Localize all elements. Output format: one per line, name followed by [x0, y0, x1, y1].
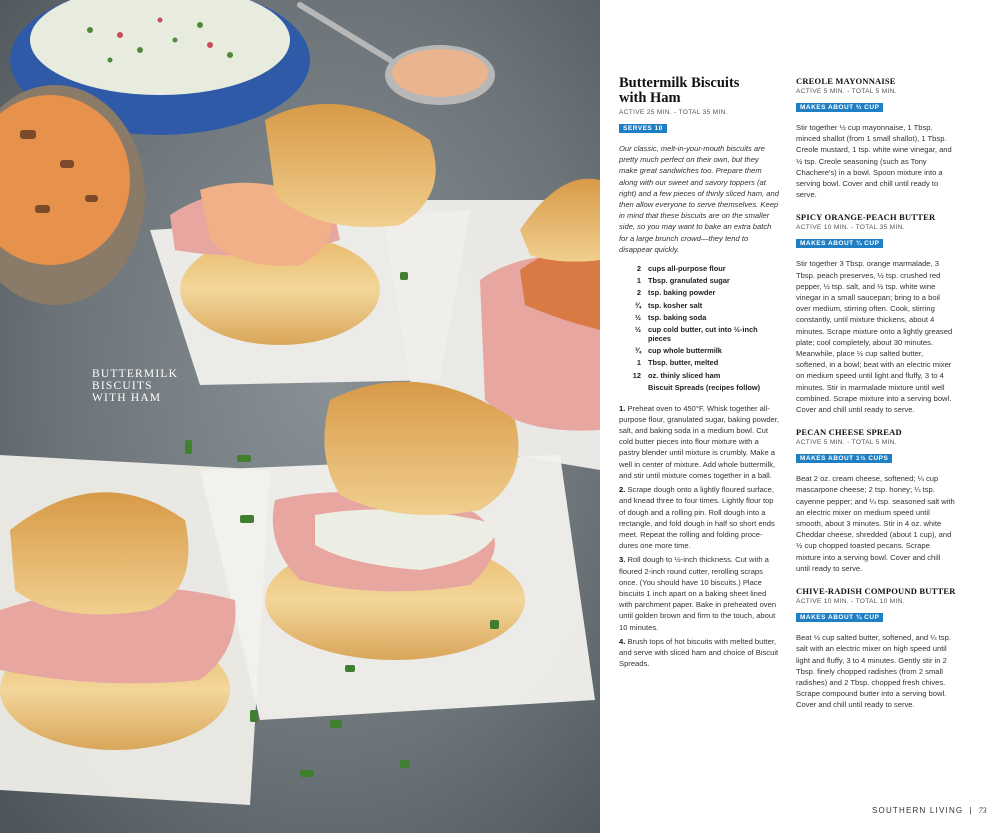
ingredient-text: oz. thinly sliced ham [648, 370, 721, 380]
ingredient-text: cups all-purpose flour [648, 264, 726, 274]
spread-recipe [796, 76, 956, 200]
photo-caption-line: WITH HAM [92, 392, 162, 404]
spread-time: ACTIVE 10 MIN. - TOTAL 35 MIN. [796, 224, 905, 232]
step-number: 1. [619, 403, 626, 413]
ingredient-item [619, 359, 779, 368]
spread-title: CREOLE MAYONNAISE [796, 76, 896, 86]
magazine-name: SOUTHERN LIVING [872, 806, 964, 815]
makes-badge: MAKES ABOUT ⅔ CUP [796, 103, 883, 112]
step-number: 2. [619, 485, 626, 495]
ingredient-qty: 2 [636, 288, 641, 298]
makes-badge: MAKES ABOUT 1½ CUPS [796, 454, 892, 463]
page-number: 73 [978, 806, 987, 815]
step-number: 4. [619, 636, 626, 646]
instruction-step [619, 484, 779, 551]
page-footer [872, 806, 987, 815]
recipe-title [619, 76, 779, 106]
spread-instructions: Stir together ½ cup mayonnaise, 1 Tbsp. minced shallot (from 1 small shallot), 1 Tbsp. Creole mustard, 1 tsp. white wine vinegar, and ½ tsp. Creole seasoning (such as Tony Chachere's) in a bowl. Spoon mixture into a serving bowl. Cover and chill until ready to serve. [796, 123, 952, 200]
spread-recipe [796, 586, 956, 710]
ingredient-item [619, 384, 779, 393]
photo-caption [92, 368, 202, 404]
makes-badge: MAKES ABOUT ¾ CUP [796, 613, 883, 622]
spread-instructions: Beat 2 oz. cream cheese, softened; ¼ cup mascarpone cheese; 2 tsp. honey; ¼ tsp. cayenne pepper; and ¼ tsp. seasoned salt with an electric mixer on medium speed until smooth, about 3 minutes. Stir in 4 oz. white Cheddar cheese, shredded (about 1 cup), and ½ cup chopped toasted pecans. Scrape mixture into a serving bowl. Cover and chill until ready to serve. [796, 474, 955, 573]
ingredient-list [619, 265, 779, 393]
ingredient-qty: ½ [634, 325, 641, 335]
step-text: Brush tops of hot biscuits with melted butter, and serve with sliced ham and choice of Biscuit Spreads. [619, 636, 779, 669]
spread-time: ACTIVE 5 MIN. - TOTAL 5 MIN. [796, 88, 897, 95]
spread-title: PECAN CHEESE SPREAD [796, 427, 902, 438]
creole-mayonnaise [392, 49, 488, 97]
ingredient-text: tsp. baking soda [648, 312, 707, 322]
spread-title: SPICY ORANGE-PEACH BUTTER [796, 212, 936, 223]
ingredient-item [619, 314, 779, 323]
ingredient-text: Tbsp. butter, melted [648, 358, 719, 368]
spread-recipe [796, 212, 956, 415]
spread-recipe [796, 427, 956, 574]
footer-separator: | [969, 806, 973, 815]
ingredient-item [619, 277, 779, 286]
spread-time: ACTIVE 10 MIN. - TOTAL 10 MIN. [796, 598, 905, 606]
ingredient-item [619, 347, 779, 356]
ingredient-qty: 12 [632, 370, 641, 380]
step-text: Scrape dough onto a lightly floured surface, and knead three to four times. Lightly flour top of dough and a rolling pin. Roll dough into a rectangle, and fold dough in half so short ends meet. Repeat the rolling and folding proce-dures one more time. [619, 485, 775, 551]
ingredient-item [619, 265, 779, 274]
instruction-steps [619, 403, 779, 670]
recipe-title-line: with Ham [619, 90, 681, 106]
ingredient-text: tsp. kosher salt [648, 300, 703, 310]
ingredient-qty: 1 [636, 276, 641, 286]
photo-caption-line: BISCUITS [92, 380, 153, 392]
spreads-column [796, 76, 956, 723]
ingredient-text: Tbsp. granulated sugar [648, 276, 730, 286]
ingredient-qty: ¾ [634, 346, 641, 356]
ingredient-item [619, 289, 779, 298]
instruction-step [619, 554, 779, 632]
photo-caption-line: BUTTERMILK [92, 368, 179, 380]
spread-instructions: Beat ½ cup salted butter, softened, and ¼ tsp. salt with an electric mixer on high speed until light and fluffy, 3 to 4 minutes. Gently stir in 2 Tbsp. finely chopped radishes (from 2 small radishes) and 2 Tbsp. chopped fresh chives. Scrape compound butter into a serving bowl. Cover and chill until ready to serve. [796, 633, 951, 710]
ingredient-qty: ½ [634, 312, 641, 322]
makes-badge: MAKES ABOUT ¾ CUP [796, 239, 883, 248]
ingredient-text: cup whole buttermilk [648, 346, 722, 356]
instruction-step [619, 403, 779, 481]
recipe-time: ACTIVE 25 MIN. - TOTAL 35 MIN. [619, 109, 728, 116]
recipe-title-line: Buttermilk Biscuits [619, 75, 740, 91]
instruction-step [619, 636, 779, 670]
spread-instructions: Stir together 3 Tbsp. orange marmalade, 3 Tbsp. peach preserves, ½ tsp. crushed red pepper, ½ tsp. salt, and ½ tsp. white wine vinegar in a small saucepan; bring to a boil over medium, stirring often. Cook, stirring constantly, until mixture thickens, about 4 minutes. Scrape mixture onto a lightly greased plate; cool completely, about 30 minutes. Meanwhile, place ½ cup salted butter, softened, in a bowl; beat with an electric mixer on medium speed until light and fluffy, 3 to 4 minutes. Stir in marmalade mixture until well combined. Scrape mixture into a serving bowl. Cover and chill until ready to serve. [796, 259, 953, 415]
step-text: Preheat oven to 450°F. Whisk together all-purpose flour, granulated sugar, baking powder, salt, and baking soda in a medium bowl. Cut cold butter pieces into flour mixture with a pastry blender until mixture is crumbly. Make a well in center of mixture. Add whole buttermilk, and stir until mixture comes together in a ball. [619, 403, 780, 480]
ingredient-item [619, 372, 779, 381]
ingredient-text: cup cold butter, cut into ½-inch pieces [648, 325, 758, 343]
recipe-intro: Our classic, melt-in-your-mouth biscuits are pretty much perfect on their own, but they make great sandwiches too. Prepare them along with our sweet and savory toppers (at right) and a few pieces of thinly sliced ham, and then allow everyone to serve themselves. Keep in mind that these biscuits are on the smaller side, so you may want to bake an extra batch for a large brunch crowd—they tend to disappear quickly. [619, 144, 779, 254]
ingredient-text: Biscuit Spreads (recipes follow) [648, 382, 761, 392]
spread-title: CHIVE-RADISH COMPOUND BUTTER [796, 586, 956, 597]
spread-time: ACTIVE 5 MIN. - TOTAL 5 MIN. [796, 439, 897, 447]
ingredient-item [619, 302, 779, 311]
ingredient-qty: 1 [636, 358, 641, 368]
step-text: Roll dough to ½-inch thickness. Cut with a floured 2-inch round cutter, rerolling scraps once. (You should have 10 biscuits.) Place biscuits 1 inch apart on a baking sheet lined with parchment paper. Bake in preheated oven until golden brown and firm to the touch, about 10 minutes. [619, 555, 777, 632]
serves-badge: SERVES 10 [619, 124, 667, 133]
recipe-column [619, 76, 779, 672]
ingredient-qty: ¾ [634, 300, 641, 310]
ingredient-item [619, 326, 779, 344]
step-number: 3. [619, 555, 626, 565]
ingredient-qty: 2 [636, 264, 641, 274]
ingredient-text: tsp. baking powder [648, 288, 716, 298]
